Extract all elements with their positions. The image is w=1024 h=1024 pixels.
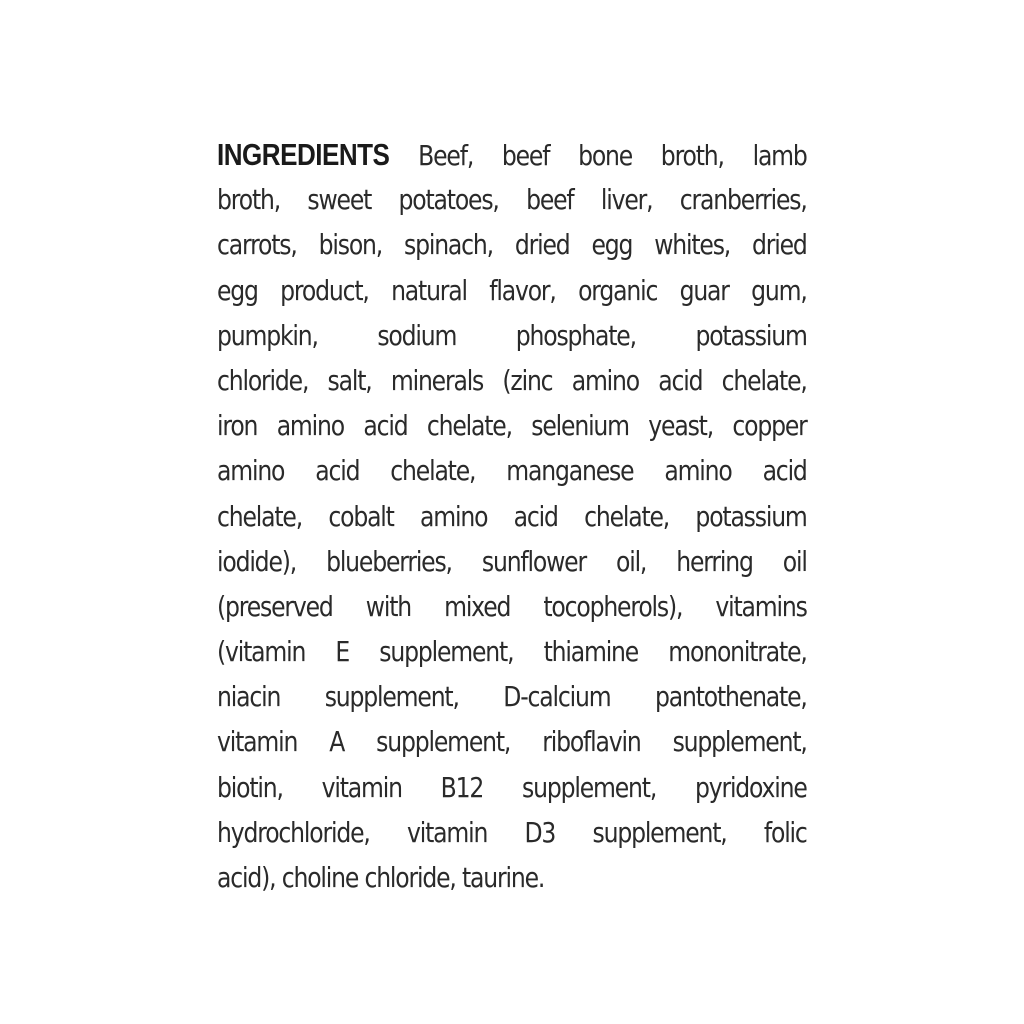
ingredients-line: (vitamin E supplement, thiamine mononitrate, xyxy=(217,635,807,669)
ingredients-line: broth, sweet potatoes, beef liver, cranberries, xyxy=(217,183,807,217)
ingredients-line: hydrochloride, vitamin D3 supplement, folic xyxy=(217,815,807,849)
ingredients-line: amino acid chelate, manganese amino acid xyxy=(217,454,807,488)
ingredients-heading: INGREDIENTS xyxy=(217,137,390,172)
ingredients-line: iodide), blueberries, sunflower oil, herring oil xyxy=(217,544,807,578)
ingredients-line: iron amino acid chelate, selenium yeast, copper xyxy=(217,409,807,443)
ingredients-line: vitamin A supplement, riboflavin supplement, xyxy=(217,725,807,759)
ingredients-line: pumpkin, sodium phosphate, potassium xyxy=(217,318,807,352)
ingredients-line: chloride, salt, minerals (zinc amino acid chelate, xyxy=(217,363,807,397)
ingredients-line xyxy=(217,132,807,177)
ingredients-line: niacin supplement, D-calcium pantothenate, xyxy=(217,680,807,714)
ingredients-line: egg product, natural flavor, organic guar gum, xyxy=(217,273,807,307)
ingredients-line: chelate, cobalt amino acid chelate, potassium xyxy=(217,499,807,533)
ingredients-line: acid), choline chloride, taurine. xyxy=(217,861,545,894)
ingredients-line: biotin, vitamin B12 supplement, pyridoxine xyxy=(217,770,807,804)
ingredients-panel xyxy=(217,132,807,900)
ingredients-text: Beef, beef bone broth, lamb xyxy=(389,139,807,172)
ingredients-line: (preserved with mixed tocopherols), vitamins xyxy=(217,589,807,623)
ingredients-line: carrots, bison, spinach, dried egg whites, dried xyxy=(217,228,807,262)
